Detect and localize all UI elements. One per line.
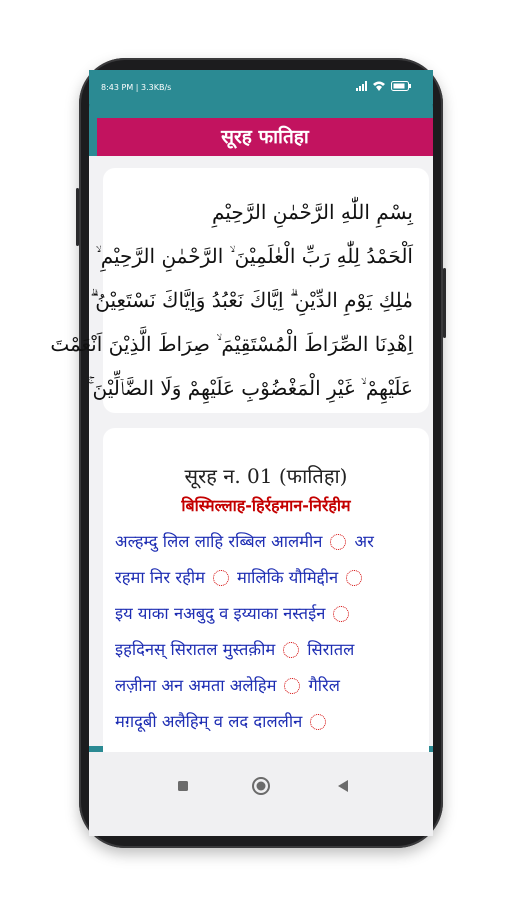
translit-line bbox=[115, 524, 429, 560]
translit-line bbox=[115, 632, 429, 668]
recent-apps-button[interactable] bbox=[171, 774, 195, 798]
app-screen bbox=[50, 70, 433, 836]
translit-segment: अर bbox=[354, 532, 374, 551]
status-bar bbox=[89, 70, 433, 104]
translit-segment: मालिकि यौमिद्दीन bbox=[236, 568, 339, 587]
wifi-icon bbox=[373, 81, 385, 91]
ayah-end-icon bbox=[333, 606, 349, 622]
phone-frame bbox=[50, 58, 443, 848]
transliteration-card bbox=[103, 428, 429, 773]
translit-segment: गैरिल bbox=[308, 676, 340, 695]
power-button bbox=[76, 188, 79, 246]
app-title-bar bbox=[97, 118, 433, 156]
arabic-text-card bbox=[50, 168, 429, 413]
translit-line bbox=[115, 668, 429, 704]
arabic-line: مٰلِكِ يَوْمِ الدِّيْنِ ۗ اِيَّاكَ نَعْبُدُ وَاِيَّاكَ نَسْتَعِيْنُ ۗ bbox=[90, 288, 413, 312]
surah-heading: सूरह न. 01 (फातिहा) bbox=[184, 464, 348, 488]
ayah-end-icon bbox=[283, 642, 299, 658]
translit-segment: मग़दूबी अलैहिम् व लद दाललीन bbox=[115, 712, 303, 731]
status-time bbox=[101, 83, 171, 92]
recent-apps-icon bbox=[177, 780, 189, 792]
translit-segment: इहदिनस् सिरातल मुस्तक़ीम bbox=[115, 640, 276, 659]
ayah-end-icon bbox=[284, 678, 300, 694]
page-title: सूरह फातिहा bbox=[221, 126, 309, 148]
translit-line bbox=[115, 596, 429, 632]
arabic-lines bbox=[50, 190, 413, 410]
arabic-line: اِهْدِنَا الصِّرَاطَ الْمُسْتَقِيْمَ ۙ صِرَاطَ الَّذِيْنَ اَنْعَمْتَ bbox=[50, 332, 413, 356]
translit-line bbox=[115, 560, 429, 596]
content-area[interactable] bbox=[50, 156, 433, 746]
status-icons bbox=[356, 80, 411, 92]
bismillah-text: बिस्मिल्लाह-हिर्रहमान-निर्रहीम bbox=[181, 496, 351, 515]
arabic-line: اَلْحَمْدُ لِلّٰهِ رَبِّ الْعٰلَمِيْنَ ۙ الرَّحْمٰنِ الرَّحِيْمِ ۙ bbox=[95, 244, 413, 268]
arabic-line: عَلَيْهِمْ ۙ غَيْرِ الْمَغْضُوْبِ عَلَيْهِمْ وَلَا الضَّاۤلِّيْنَ ۚ bbox=[87, 376, 413, 400]
ayah-end-icon bbox=[310, 714, 326, 730]
back-button[interactable] bbox=[331, 774, 355, 798]
ayah-end-icon bbox=[213, 570, 229, 586]
ayah-end-icon bbox=[330, 534, 346, 550]
separator: | bbox=[135, 83, 142, 92]
translit-segment: रहमा निर रहीम bbox=[115, 568, 205, 587]
volume-button bbox=[443, 268, 446, 338]
ayah-end-icon bbox=[346, 570, 362, 586]
translit-line bbox=[115, 704, 429, 740]
translit-segment: सिरातल bbox=[307, 640, 355, 659]
translit-segment: अल्हम्दु लिल लाहि रब्बिल आलमीन bbox=[115, 532, 323, 551]
signal-icon bbox=[356, 81, 367, 91]
arabic-line: بِسْمِ اللّٰهِ الرَّحْمٰنِ الرَّحِيْمِ bbox=[211, 200, 413, 224]
system-nav-bar bbox=[89, 752, 433, 836]
home-icon bbox=[251, 776, 271, 796]
translit-segment: लज़ीना अन अमता अलेहिम bbox=[115, 676, 277, 695]
home-button[interactable] bbox=[249, 774, 273, 798]
network-speed: 3.3KB/s bbox=[141, 83, 172, 92]
transliteration-lines bbox=[115, 524, 429, 740]
back-icon bbox=[337, 779, 349, 793]
translit-segment: इय याका नअबुदु व इय्याका नस्तईन bbox=[115, 604, 326, 623]
clock-text: 8:43 PM bbox=[101, 83, 134, 92]
battery-icon bbox=[391, 81, 411, 91]
